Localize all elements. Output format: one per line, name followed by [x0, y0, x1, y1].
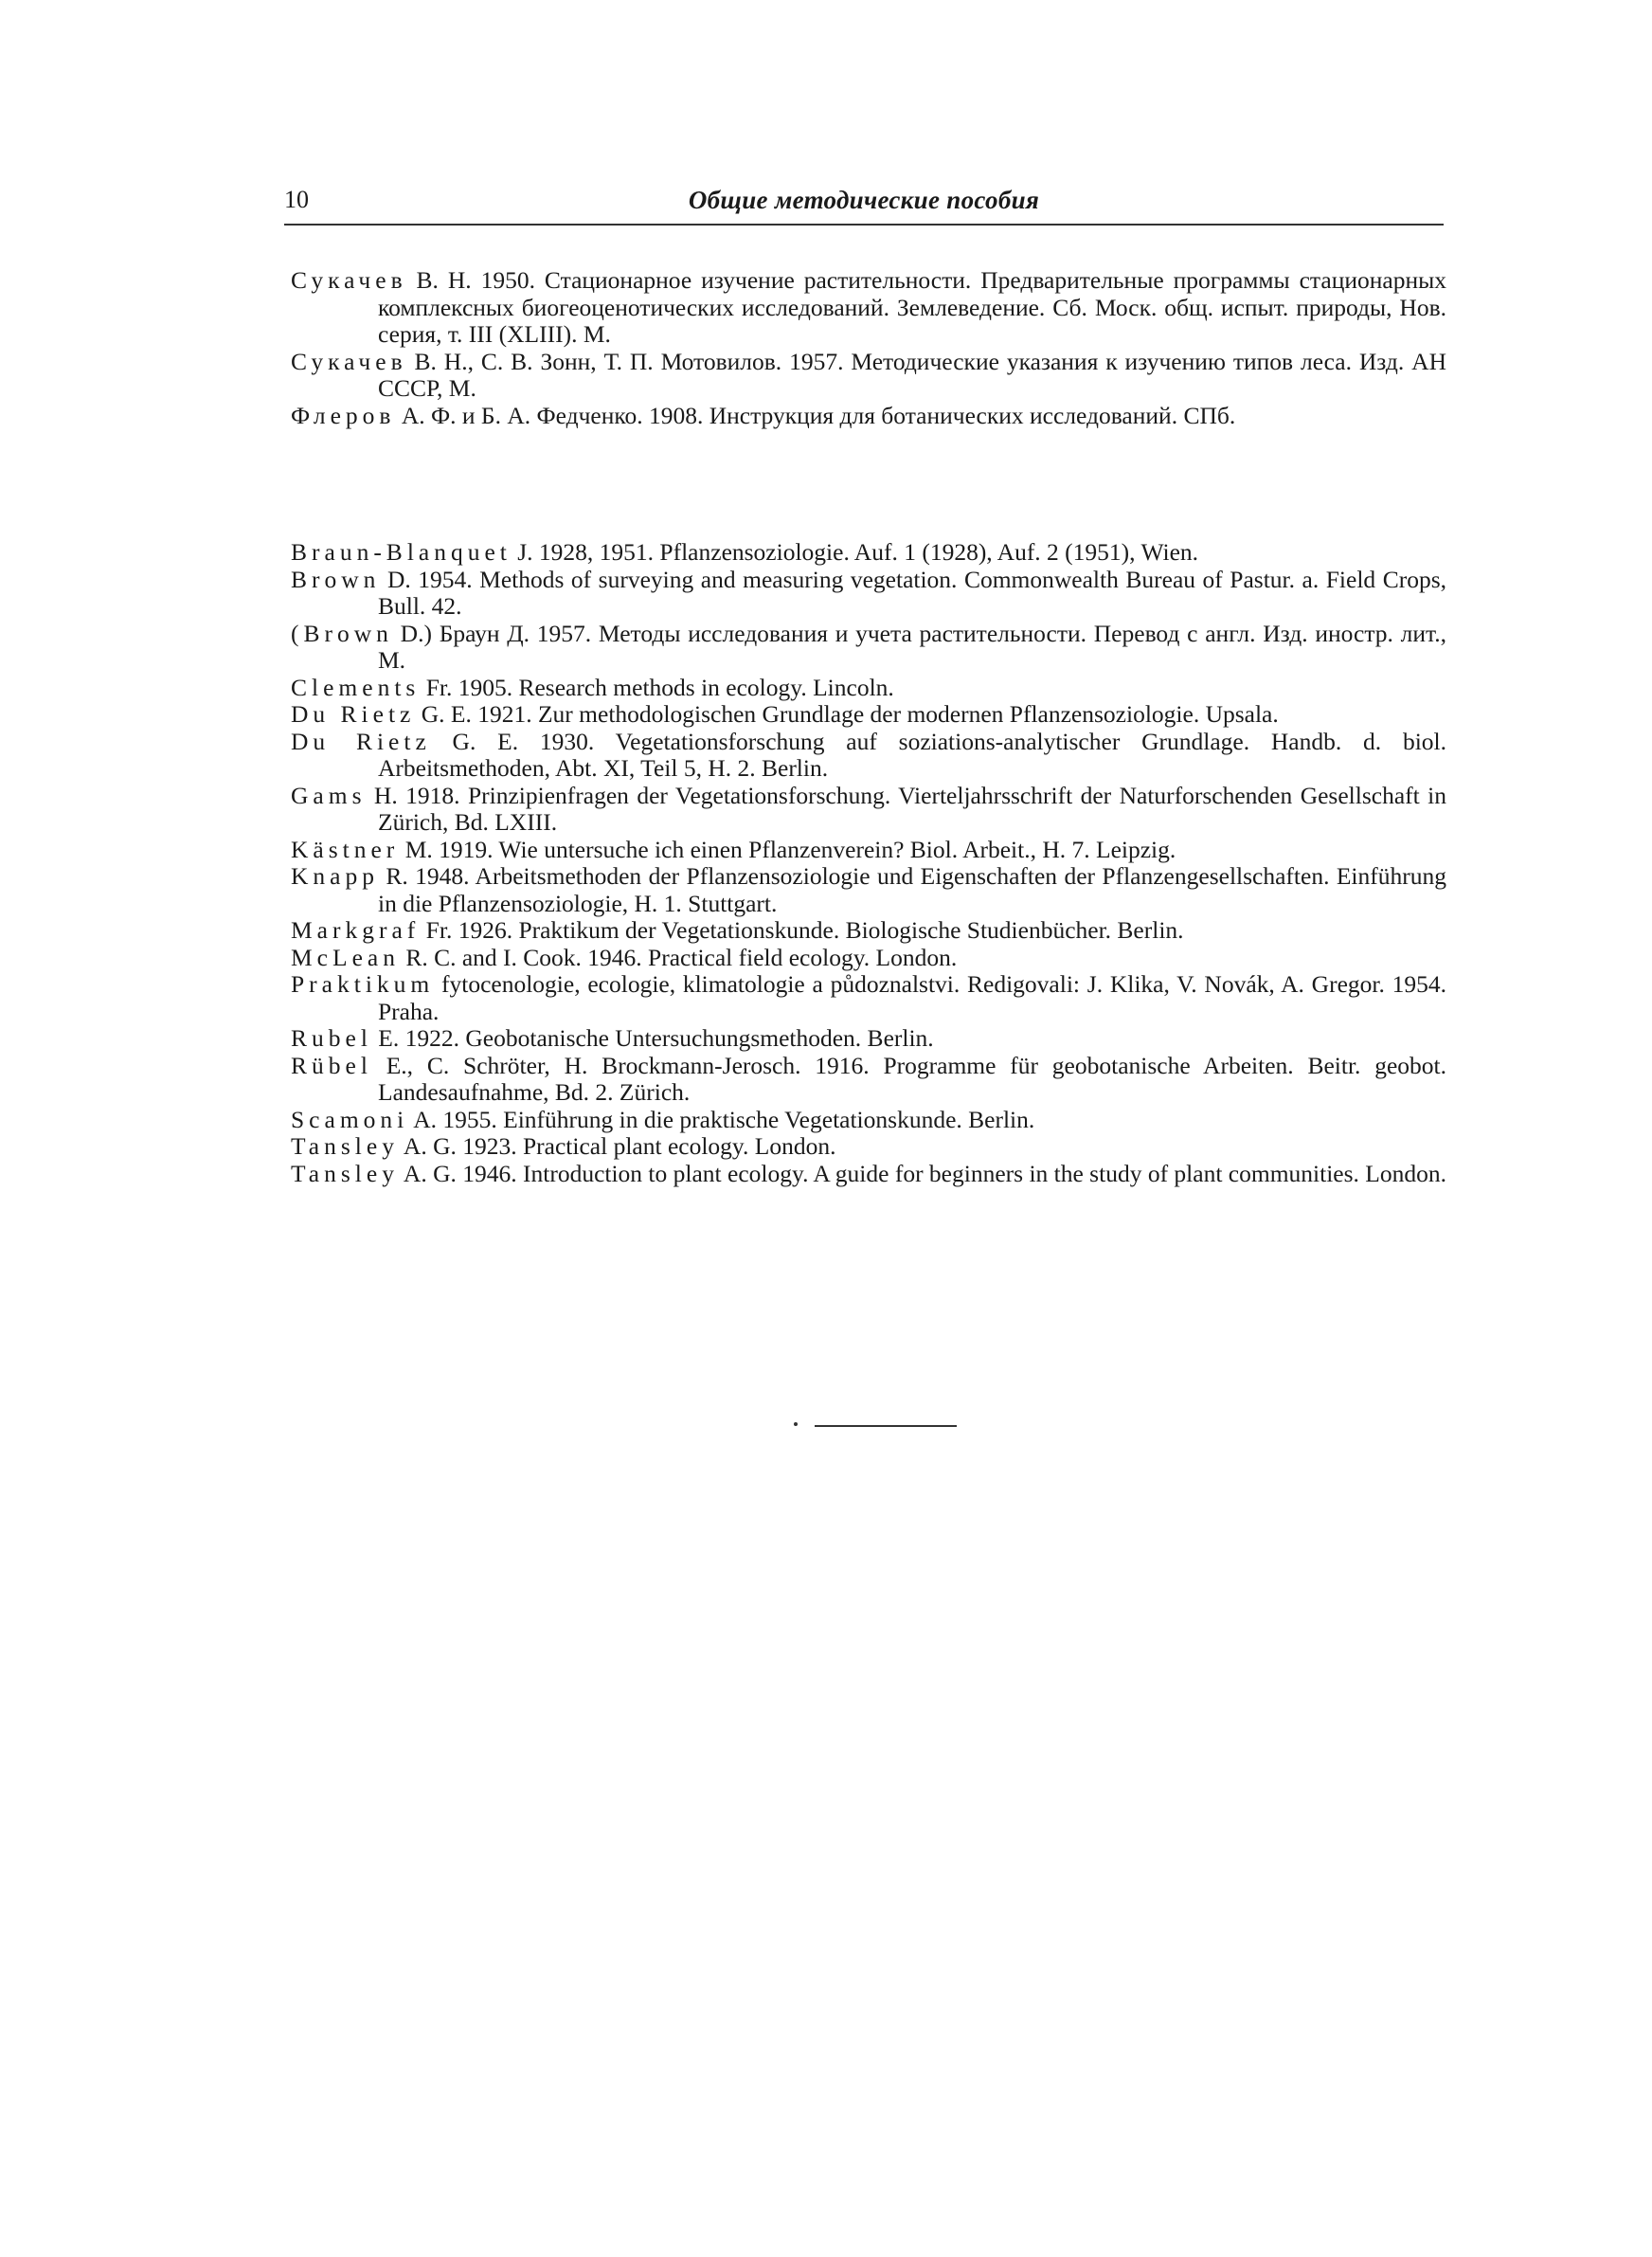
reference-entry — [291, 567, 1446, 621]
page-header — [284, 186, 1444, 233]
reference-entry — [291, 349, 1446, 403]
reference-text: R. C. and I. Cook. 1946. Practical field ecology. London. — [399, 943, 958, 971]
reference-author: Kästner — [291, 835, 400, 863]
reference-entry — [291, 1107, 1446, 1134]
reference-text: G. E. 1921. Zur methodologischen Grundlage der modernen Pflanzensoziologie. Upsala. — [415, 700, 1279, 728]
reference-author: Scamoni — [291, 1105, 409, 1133]
running-title: Общие методические пособия — [688, 186, 1040, 214]
reference-entry — [291, 1025, 1446, 1053]
russian-references-list — [291, 267, 1446, 429]
reference-text: Fr. 1926. Praktikum der Vegetationskunde. Biologische Studienbücher. Berlin. — [420, 916, 1184, 944]
reference-entry — [291, 267, 1446, 349]
end-dot — [794, 1422, 798, 1426]
reference-text: В. Н., С. В. Зонн, Т. П. Мотовилов. 1957. Методические указания к изучению типов леса. Изд. АН СССР, М. — [378, 347, 1446, 402]
reference-text: D.) Браун Д. 1957. Методы исследования и учета растительности. Перевод с англ. Изд. иностр. лит., М. — [378, 619, 1446, 674]
reference-text: E., C. Schröter, H. Brockmann-Jerosch. 1916. Programme für geobotanische Arbeiten. Beitr. geobot. Landesaufnahme, Bd. 2. Zürich. — [371, 1051, 1446, 1106]
reference-author: Rubel — [291, 1024, 372, 1052]
reference-entry — [291, 621, 1446, 675]
reference-author: Tansley — [291, 1132, 399, 1160]
reference-author: Rübel — [291, 1051, 372, 1079]
reference-entry — [291, 729, 1446, 783]
reference-entry — [291, 1133, 1446, 1161]
reference-text: E. 1922. Geobotanische Untersuchungsmethoden. Berlin. — [371, 1024, 934, 1052]
reference-entry — [291, 945, 1446, 972]
reference-author: Markgraf — [291, 916, 421, 944]
reference-text: A. 1955. Einführung in die praktische Vegetationskunde. Berlin. — [408, 1105, 1035, 1133]
reference-author: Du Rietz — [291, 727, 431, 755]
reference-entry — [291, 1053, 1446, 1107]
reference-author: Сукачев — [291, 347, 407, 375]
reference-author: Флеров — [291, 401, 396, 429]
end-rule — [815, 1425, 957, 1427]
reference-entry — [291, 539, 1446, 567]
reference-entry — [291, 783, 1446, 837]
reference-author: Du Rietz — [291, 700, 416, 728]
reference-author: Сукачев — [291, 266, 407, 294]
reference-text: А. Ф. и Б. А. Федченко. 1908. Инструкция для ботанических исследований. СПб. — [395, 401, 1236, 429]
reference-text: M. 1919. Wie untersuche ich einen Pflanzenverein? Biol. Arbeit., H. 7. Leipzig. — [399, 835, 1176, 863]
page-number: 10 — [284, 186, 309, 213]
reference-text: H. 1918. Prinzipienfragen der Vegetationsforschung. Vierteljahrsschrift der Naturforschenden Gesellschaft in Zürich, Bd. LXIII. — [366, 781, 1446, 836]
reference-author: Knapp — [291, 862, 379, 890]
reference-entry — [291, 403, 1446, 430]
reference-entry — [291, 675, 1446, 702]
reference-text: R. 1948. Arbeitsmethoden der Pflanzensoziologie und Eigenschaften der Pflanzengesellschaften. Einführung in die Pflanzensoziologie, H. 1. Stuttgart. — [378, 862, 1446, 917]
reference-text: В. Н. 1950. Стационарное изучение растительности. Предварительные программы стационарных комплексных биогеоценотических исследований. Землеведение. Сб. Моск. общ. испыт. природы, Нов. серия, т. III (XLIII). М. — [378, 266, 1446, 348]
reference-entry — [291, 1161, 1446, 1188]
reference-entry — [291, 837, 1446, 864]
latin-references-list — [291, 539, 1446, 1187]
reference-text: J. 1928, 1951. Pflanzensoziologie. Auf. 1 (1928), Auf. 2 (1951), Wien. — [511, 538, 1199, 566]
reference-author: Brown — [291, 565, 381, 593]
reference-author: Tansley — [291, 1159, 399, 1187]
reference-author: Gams — [291, 781, 367, 809]
reference-author: Braun-Blanquet — [291, 538, 512, 566]
reference-text: A. G. 1923. Practical plant ecology. London. — [398, 1132, 836, 1160]
reference-text: A. G. 1946. Introduction to plant ecology. A guide for beginners in the study of plant communities. London. — [398, 1159, 1446, 1187]
reference-entry — [291, 863, 1446, 917]
reference-entry — [291, 917, 1446, 945]
reference-entry — [291, 701, 1446, 729]
header-rule — [284, 224, 1444, 226]
reference-text: D. 1954. Methods of surveying and measuring vegetation. Commonwealth Bureau of Pastur. a. Field Crops, Bull. 42. — [378, 565, 1446, 620]
reference-text: G. E. 1930. Vegetationsforschung auf soziations-analytischer Grundlage. Handb. d. biol. Arbeitsmethoden, Abt. XI, Teil 5, H. 2. Berlin. — [378, 727, 1446, 782]
reference-entry — [291, 971, 1446, 1025]
reference-author: (Brown — [291, 619, 393, 647]
reference-text: fytocenologie, ecologie, klimatologie a půdoznalstvi. Redigovali: J. Klika, V. Novák, A. Gregor. 1954. Praha. — [378, 970, 1446, 1025]
reference-text: Fr. 1905. Research methods in ecology. Lincoln. — [420, 673, 894, 701]
reference-author: McLean — [291, 943, 400, 971]
reference-author: Praktikum — [291, 970, 435, 998]
reference-author: Clements — [291, 673, 421, 701]
